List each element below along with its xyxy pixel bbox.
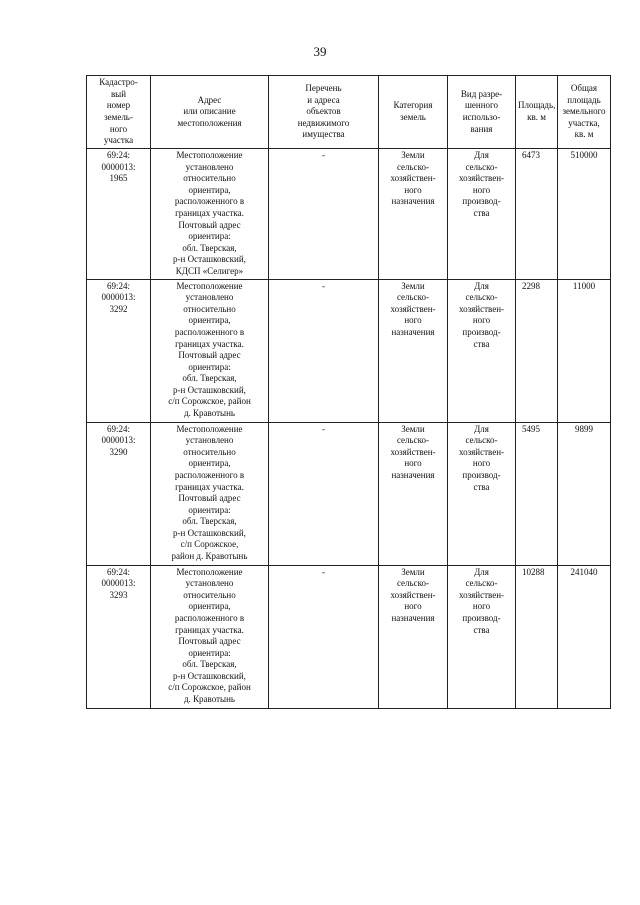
area-cell: 2298 [516,279,558,422]
cadastral-number: 69:24: 0000013: 3293 [87,565,151,708]
address-cell: Местоположение установлено относительно ориентира, расположенного в границах участка. Почтовый адрес ориентира: обл. Тверская, р-н Осташковский, с/п Сорожское, район д. Кравотынь [151,279,269,422]
category-cell: Земли сельско- хозяйствен- ного назначения [379,279,448,422]
land-plots-table [86,75,611,709]
table-row [87,149,611,280]
category-cell: Земли сельско- хозяйствен- ного назначения [379,422,448,565]
usage-cell: Для сельско- хозяйствен- ного производ- ства [448,565,516,708]
address-cell: Местоположение установлено относительно ориентира, расположенного в границах участка. Почтовый адрес ориентира: обл. Тверская, р-н Осташковский, с/п Сорожское, район д. Кравотынь [151,422,269,565]
usage-cell: Для сельско- хозяйствен- ного производ- ства [448,149,516,280]
usage-cell: Для сельско- хозяйствен- ного производ- ства [448,279,516,422]
table-row [87,422,611,565]
category-cell: Земли сельско- хозяйствен- ного назначения [379,149,448,280]
header-objects: Перечень и адреса объектов недвижимого имущества [269,76,379,149]
address-cell: Местоположение установлено относительно ориентира, расположенного в границах участка. Почтовый адрес ориентира: обл. Тверская, р-н Осташковский, КДСП «Селигер» [151,149,269,280]
usage-cell: Для сельско- хозяйствен- ного производ- ства [448,422,516,565]
area-cell: 10288 [516,565,558,708]
header-cadastral: Кадастро- вый номер земель- ного участка [87,76,151,149]
header-address: Адрес или описание местоположения [151,76,269,149]
objects-cell: - [269,149,379,280]
page-number: 39 [313,44,327,59]
address-cell: Местоположение установлено относительно ориентира, расположенного в границах участка. Почтовый адрес ориентира: обл. Тверская, р-н Осташковский, с/п Сорожское, район д. Кравотынь [151,565,269,708]
header-category: Категория земель [379,76,448,149]
area-cell: 5495 [516,422,558,565]
header-area: Площадь, кв. м [516,76,558,149]
table-row [87,279,611,422]
total-area-cell: 241040 [558,565,611,708]
total-area-cell: 9899 [558,422,611,565]
cadastral-number: 69:24: 0000013: 1965 [87,149,151,280]
table-header-row [87,76,611,149]
cadastral-number: 69:24: 0000013: 3290 [87,422,151,565]
objects-cell: - [269,422,379,565]
objects-cell: - [269,565,379,708]
cadastral-number: 69:24: 0000013: 3292 [87,279,151,422]
category-cell: Земли сельско- хозяйствен- ного назначения [379,565,448,708]
objects-cell: - [269,279,379,422]
total-area-cell: 510000 [558,149,611,280]
table-row [87,565,611,708]
header-total-area: Общая площадь земельного участка, кв. м [558,76,611,149]
total-area-cell: 11000 [558,279,611,422]
area-cell: 6473 [516,149,558,280]
header-usage: Вид разре- шенного использо- вания [448,76,516,149]
